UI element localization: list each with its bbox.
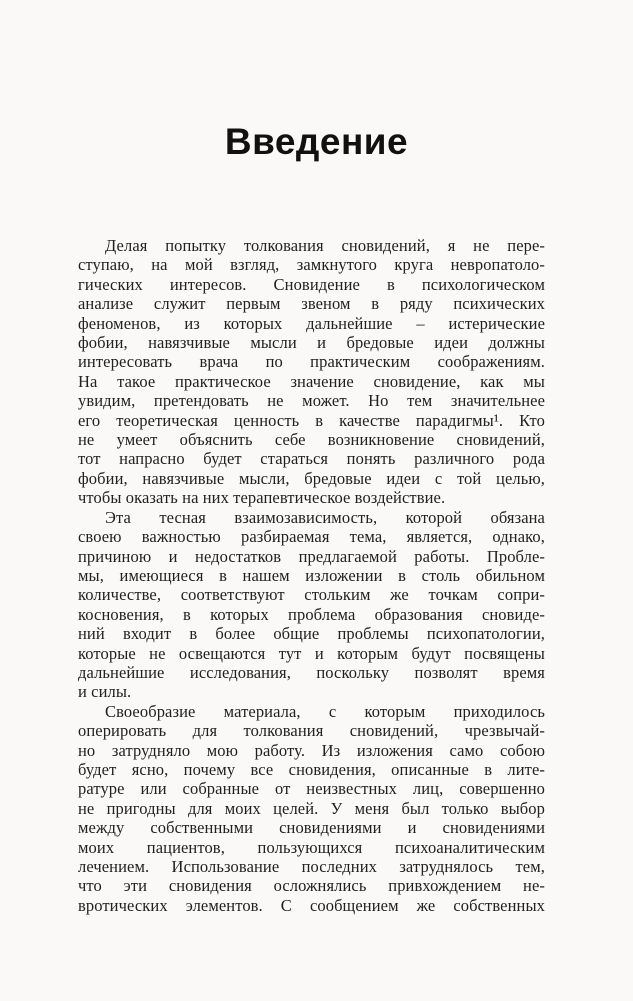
text-line: мы, имеющиеся в нашем изложении в столь обильном (78, 565, 545, 585)
page-title: Введение (224, 121, 409, 162)
text-line: оперировать для толкования сновидений, чрезвычай- (78, 721, 545, 741)
text-line: Эта тесная взаимозависимость, которой обязана (105, 507, 545, 527)
paragraph (78, 236, 545, 508)
text-line: гических интересов. Сновидение в психологическом (78, 274, 545, 294)
text-line: Делая попытку толкования сновидений, я не пере- (105, 236, 545, 255)
text-line: феноменов, из которых дальнейшие – истерические (78, 313, 545, 333)
text-line: что эти сновидения осложнялись привхождением не- (78, 876, 545, 896)
text-line: и силы. (78, 682, 132, 702)
text-line: ний входит в более общие проблемы психопатологии, (78, 624, 545, 644)
text-line: моих пациентов, пользующихся психоаналитическим (78, 837, 545, 857)
body-text (78, 236, 545, 915)
text-line: На такое практическое значение сновидение, как мы (78, 371, 545, 391)
text-line: анализе служит первым звеном в ряду психических (78, 294, 545, 314)
text-line: Своеобразие материала, с которым приходилось (105, 701, 545, 721)
text-line: не умеет объяснить себе возникновение сновидений, (78, 430, 545, 450)
text-line: его теоретическая ценность в качестве парадигмы¹. Кто (78, 410, 545, 430)
text-line: своею важностью разбираемая тема, является, однако, (78, 527, 545, 547)
text-line: фобии, навязчивые мысли, бредовые идеи с той целью, (78, 468, 545, 488)
text-line: лечением. Использование последних затруднялось тем, (78, 857, 545, 876)
text-line: не пригодны для моих целей. У меня был только выбор (78, 798, 545, 818)
text-line: будет ясно, почему все сновидения, описанные в лите- (78, 759, 545, 779)
text-line: причиною и недостатков предлагаемой работы. Пробле- (78, 546, 545, 566)
text-line: вротических элементов. С сообщением же собственных (78, 895, 545, 915)
text-line: чтобы оказать на них терапевтическое воздействие. (78, 488, 446, 508)
text-line: ступаю, на мой взгляд, замкнутого круга невропатоло- (78, 255, 545, 275)
text-line: тот напрасно будет стараться понять различного рода (78, 449, 545, 469)
text-line: ратуре или собранные от неизвестных лиц, совершенно (78, 779, 545, 799)
text-line: интересовать врача по практическим соображениям. (78, 352, 545, 372)
text-line: которые не освещаются тут и которым будут посвящены (78, 643, 545, 663)
text-line: дальнейшие исследования, поскольку позволят время (78, 662, 545, 682)
text-line: косновения, в которых проблема образования сновиде- (78, 604, 545, 624)
text-line: фобии, навязчивые мысли и бредовые идеи должны (78, 333, 545, 353)
text-line: увидим, претендовать не может. Но тем значительнее (78, 391, 545, 411)
text-line: между собственными сновидениями и сновидениями (78, 818, 545, 838)
text-line: количестве, соответствуют стольким же точкам сопри- (78, 585, 545, 605)
text-line: но затрудняло мою работу. Из изложения само собою (78, 740, 545, 760)
paragraph (78, 508, 545, 702)
paragraph (78, 702, 545, 915)
